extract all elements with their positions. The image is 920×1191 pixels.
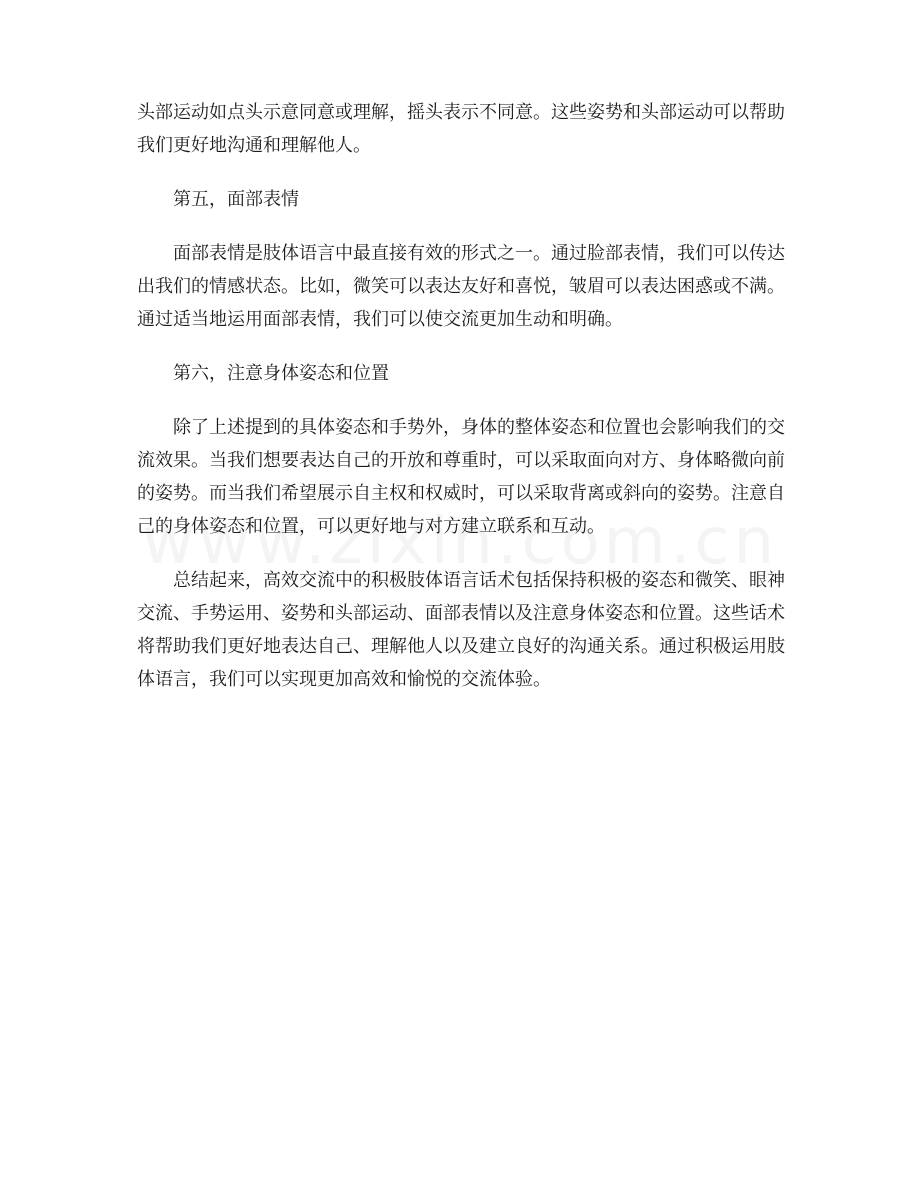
paragraph-body-posture: 除了上述提到的具体姿态和手势外，身体的整体姿态和位置也会影响我们的交流效果。当我们想要表达自己的开放和尊重时，可以采取面向对方、身体略微向前的姿势。而当我们希望展示自主权和权威时，可以采取背离或斜向的姿势。注意自己的身体姿态和位置，可以更好地与对方建立联系和互动。 [137,417,785,537]
paragraph-summary: 总结起来，高效交流中的积极肢体语言话术包括保持积极的姿态和微笑、眼神交流、手势运用、姿势和头部运动、面部表情以及注意身体姿态和位置。这些话术将帮助我们更好地表达自己、理解他人以及建立良好的沟通关系。通过积极运用肢体语言，我们可以实现更加高效和愉悦的交流体验。 [137,570,785,690]
section-heading-body-posture: 第六，注意身体姿态和位置 [173,363,389,384]
paragraph-head-movement: 头部运动如点头示意同意或理解，摇头表示不同意。这些姿势和头部运动可以帮助我们更好地沟通和理解他人。 [137,102,785,156]
paragraph-facial-expression: 面部表情是肢体语言中最直接有效的形式之一。通过脸部表情，我们可以传达出我们的情感状态。比如，微笑可以表达友好和喜悦，皱眉可以表达困惑或不满。通过适当地运用面部表情，我们可以使交流更加生动和明确。 [137,243,785,330]
document-body [137,96,785,696]
section-heading-facial-expression: 第五，面部表情 [173,189,299,210]
